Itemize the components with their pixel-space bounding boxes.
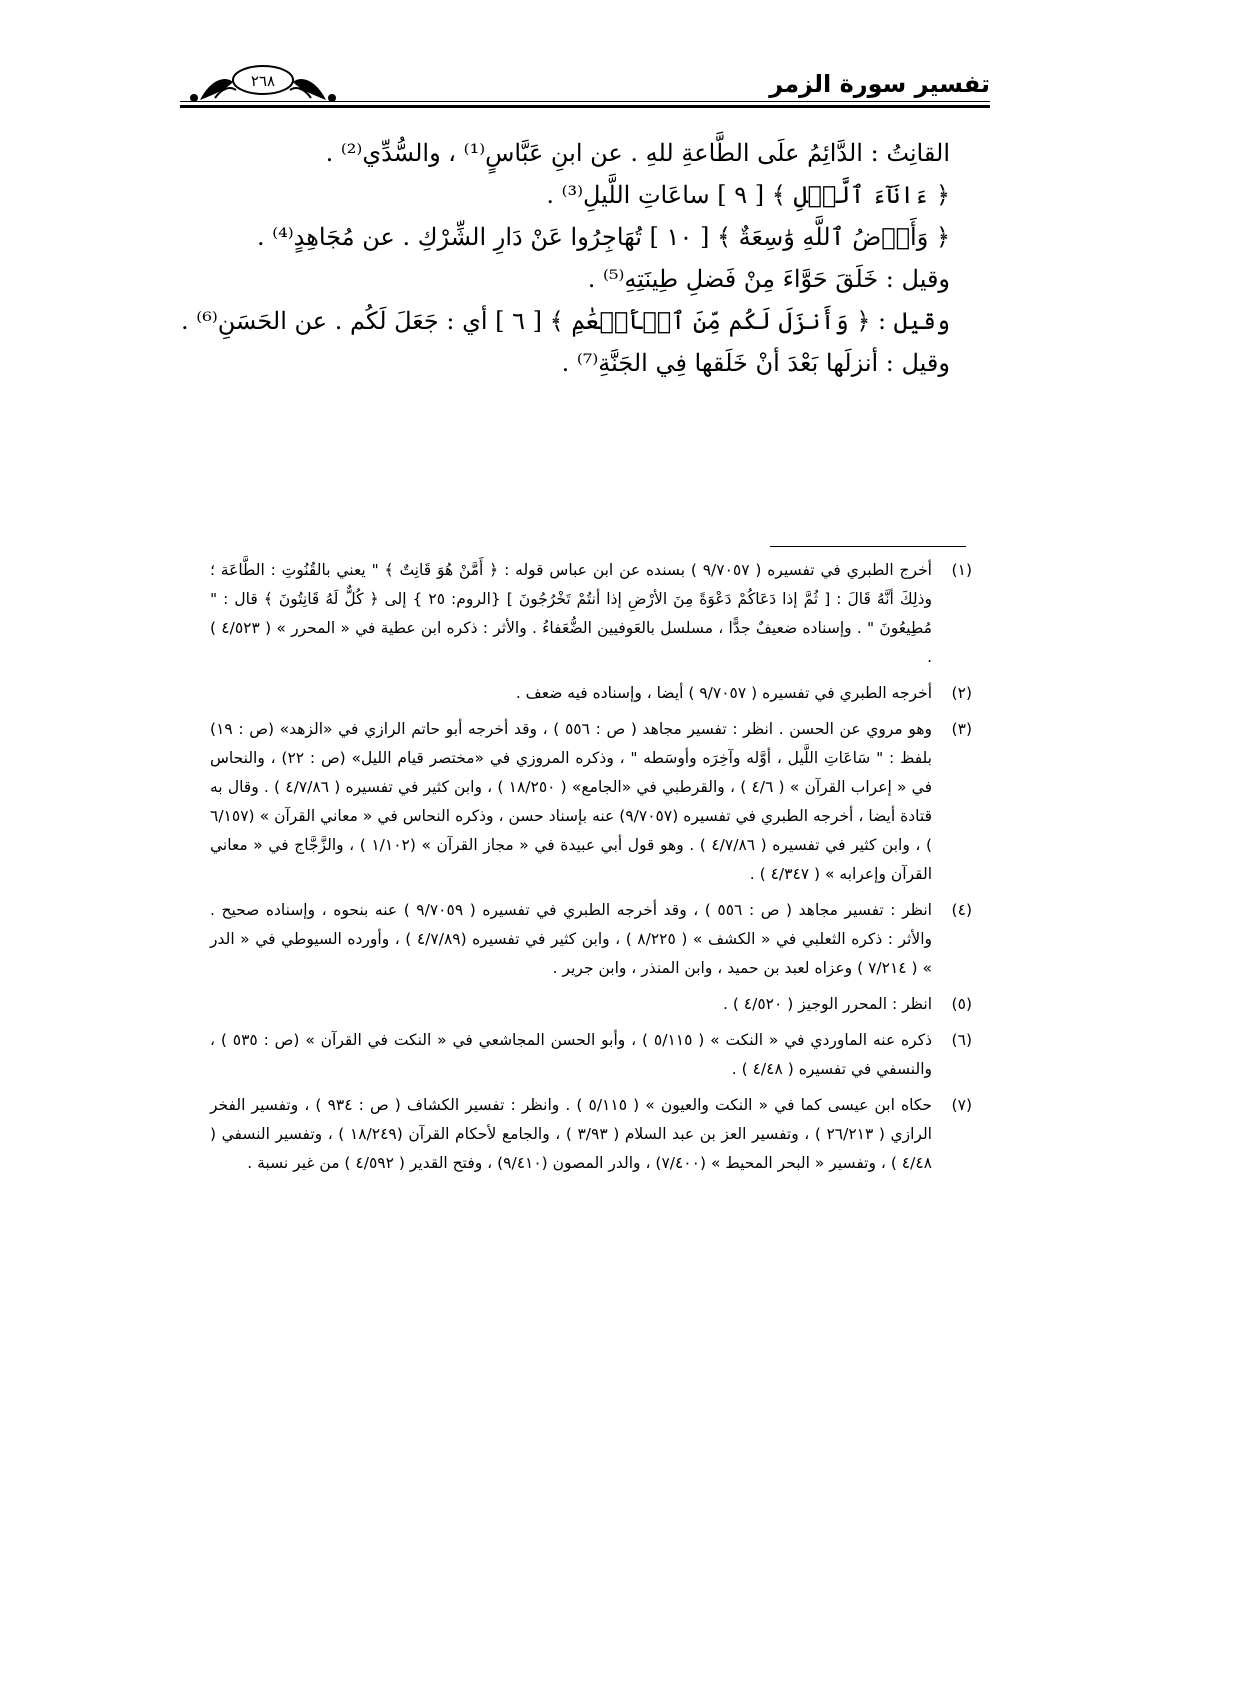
text-line: وقيل : خَلَقَ حَوَّاءَ مِنْ فَضلِ طِينَتِهِ⁽⁵⁾ . [587,265,950,293]
footnote-number: (٣) [951,720,972,738]
footnote-text: أخرجه الطبري في تفسيره ( ٩/٧٠٥٧ ) أيضا ، وإسناده فيه ضعف . [515,684,932,702]
footnote-text: انظر : المحرر الوجيز ( ٤/٥٢٠ ) . [722,995,932,1013]
footnote-text: أخرج الطبري في تفسيره ( ٩/٧٠٥٧ ) بسنده عن ابن عباس قوله : ﴿ أَمَّنْ هُوَ قَانِتٌ ﴾ " يعني بالقُنُوتِ : الطَّاعَة ؛ وذلِكَ أنَّهُ قَالَ : [ ثُمَّ إذا دَعَاكُمْ دَعْوَةً مِنَ الأرْضِ إذا أنتُمْ تَخْرُجُونَ ] {الروم: ٢٥ } إلى ﴿ كُلٌّ لَهُ قَانِتُونَ ﴾ قال : " مُطِيعُونَ " . وإسناده ضعيفٌ جدًّا ، مسلسل بالعَوفيين الضُّعَفاءُ . والأثر : ذكره ابن عطية في « المحرر » ( ٤/٥٢٣ ) . [210,561,932,666]
footnote [210,1091,972,1178]
page-number: ٢٦٨ [250,72,276,90]
header-divider-thin [180,101,990,102]
text-line: ﴿ ءَانَآءَ ٱلَّيۡلِ ﴾ [ ٩ ] ساعَاتِ اللَّيلِ⁽³⁾ . [546,181,950,209]
footnote [210,556,972,672]
footnote-text: ذكره عنه الماوردي في « النكت » ( ٥/١١٥ ) ، وأبو الحسن المجاشعي في « النكت في القرآن » (ص : ٥٣٥ ) ، والنسفي في تفسيره ( ٤/٤٨ ) . [210,1031,933,1078]
footnote [210,1026,972,1084]
footnote-text: انظر : تفسير مجاهد ( ص : ٥٥٦ ) ، وقد أخرجه الطبري في تفسيره ( ٩/٧٠٥٩ ) عنه بنحوه ، وإسناده صحيح . والأثر : ذكره الثعلبي في « الكشف » ( ٨/٢٢٥ ) ، وابن كثير في تفسيره (٤/٧/٨٩ ) ، وأورده السيوطي في « الدر » ( ٧/٢١٤ ) وعزاه لعبد بن حميد ، وابن المنذر ، وابن جرير . [210,901,933,977]
footnote [210,715,972,889]
page-header [180,60,990,108]
header-divider [180,105,990,108]
footnote [210,990,972,1019]
footnote-text: حكاه ابن عيسى كما في « النكت والعيون » ( ٥/١١٥ ) . وانظر : تفسير الكشاف ( ص : ٩٣٤ ) ، وتفسير الفخر الرازي ( ٢٦/٢١٣ ) ، وتفسير العز بن عبد السلام ( ٣/٩٣ ) ، والجامع لأحكام القرآن (١٨/٢٤٩ ) ، وتفسير النسفي ( ٤/٤٨ ) ، وتفسير « البحر المحيط » (٧/٤٠٠) ، والدر المصون (٩/٤١٠) ، وفتح القدير ( ٤/٥٩٢ ) من غير نسبة . [210,1096,933,1172]
footnote [210,679,972,708]
footnote-number: (٤) [951,901,972,919]
text-line: القانِتُ : الدَّائِمُ علَى الطَّاعةِ للهِ . عن ابنِ عَبَّاسٍ⁽¹⁾ ، والسُّدِّي⁽²⁾ . [325,139,950,167]
footnote-number: (٦) [951,1031,972,1049]
footnotes [210,556,972,1185]
footnote-number: (٧) [951,1096,972,1114]
page-title: تفسير سورة الزمر [769,70,990,98]
footnote-number: (١) [951,561,972,579]
footnote-text: وهو مروي عن الحسن . انظر : تفسير مجاهد ( ص : ٥٥٦ ) ، وقد أخرجه أبو حاتم الرازي في «الزهد» (ص : ١٩) بلفظ : " سَاعَاتِ اللَّيل ، أوَّله وآخِرَه وأوسَطه " ، وذكره المروزي في «مختصر قيام الليل» (ص : ٢٢) ، والنحاس في « إعراب القرآن » ( ٤/٦ ) ، والقرطبي في «الجامع» ( ١٨/٢٥٠ ) ، وابن كثير في تفسيره ( ٤/٧/٨٦ ) . وقال به قتادة أيضا ، أخرجه الطبري في تفسيره (٩/٧٠٥٧) عنه بإسناد حسن ، وذكره النحاس في « معاني القرآن » (٦/١٥٧ ) ، وابن كثير في تفسيره ( ٤/٧/٨٦ ) . وهو قول أبي عبيدة في « مجاز القرآن » (١/١٠٢ ) ، والزَّجَّاج في « معاني القرآن وإعرابه » ( ٤/٣٤٧ ) . [210,720,933,883]
text-line: ﴿ وَأَرۡضُ ٱللَّهِ وَٰسِعَةٌ ﴾ [ ١٠ ] تُهَاجِرُوا عَنْ دَارِ الشِّرْكِ . عن مُجَاهِدٍ⁽⁴⁾ . [257,223,950,251]
footnote-number: (٢) [951,684,972,702]
footnote-number: (٥) [951,995,972,1013]
text-line: وقيل : أنزلَها بَعْدَ أنْ خَلَقها فِي الجَنَّةِ⁽⁷⁾ . [561,349,950,377]
footnote-separator [770,546,966,547]
main-text [181,132,950,384]
text-line: وقيل : ﴿ وَأَنزَلَ لَكُم مِّنَ ٱلۡأَنۡعَٰمِ ﴾ [ ٦ ] أي : جَعَلَ لَكُم . عن الحَسَنِ⁽⁶⁾ . [181,307,950,335]
footnote [210,896,972,983]
